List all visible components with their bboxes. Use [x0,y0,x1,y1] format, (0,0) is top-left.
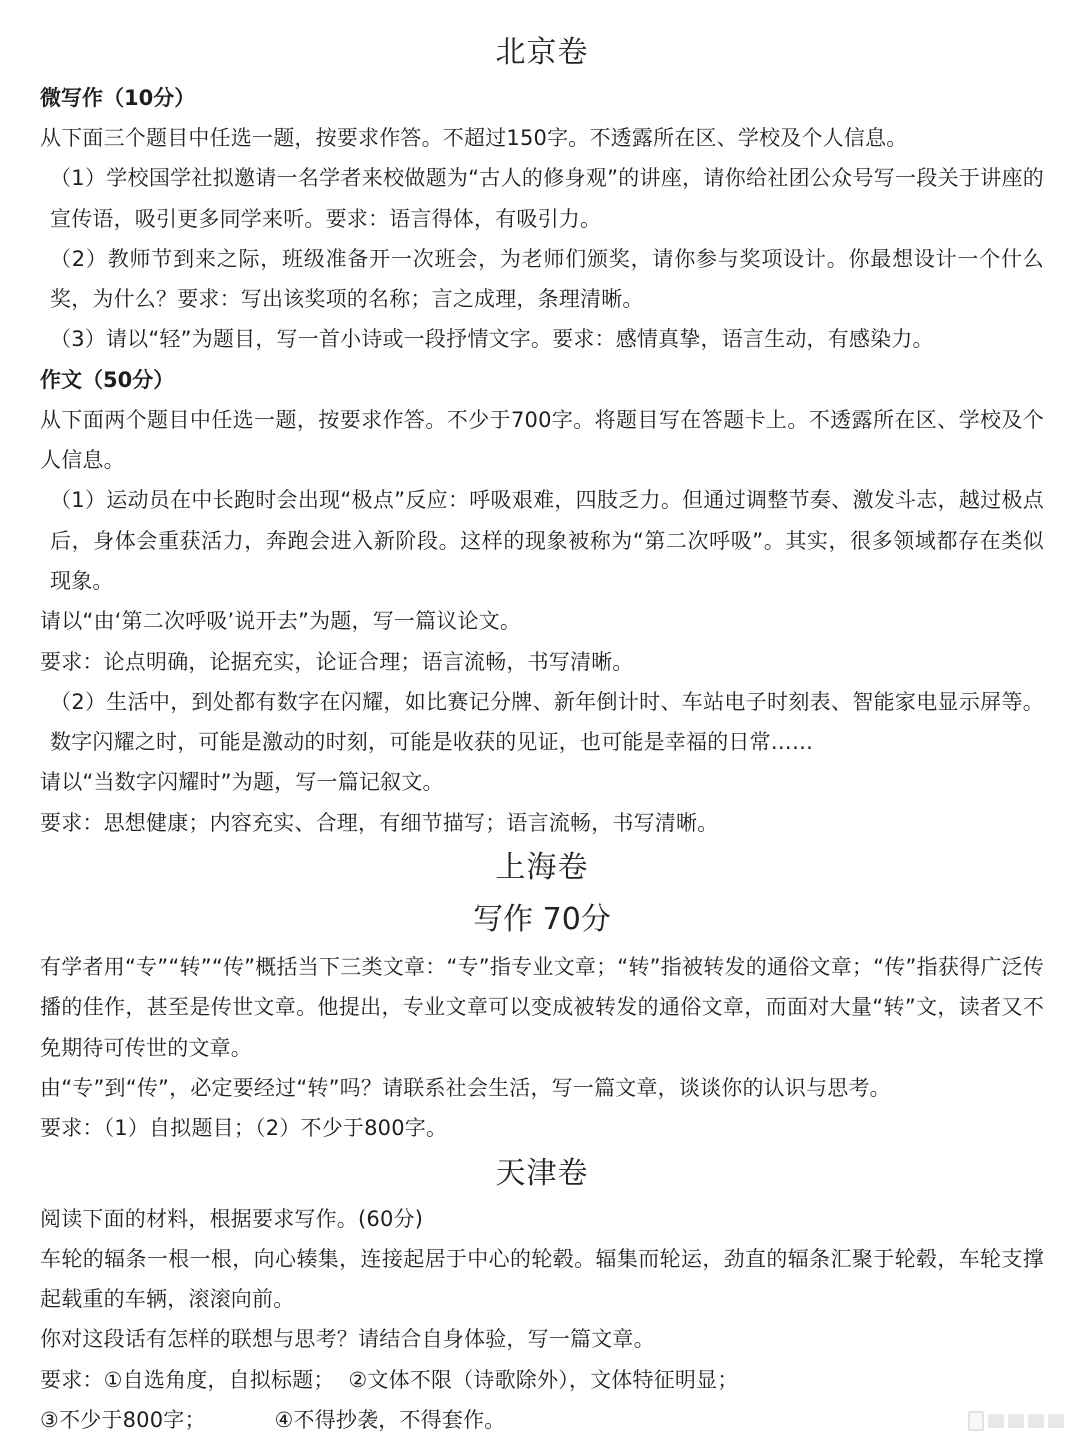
essay-question-1-task: 请以“由‘第二次呼吸’说开去”为题，写一篇议论文。 [40,609,522,634]
watermark-bar-icon [988,1414,1004,1428]
essay-question-2: （2）生活中，到处都有数字在闪耀，如比赛记分牌、新年倒计时、车站电子时刻表、智能家电显示屏等。数字闪耀之时，可能是激动的时刻，可能是收获的见证，也可能是幸福的日常…… [50,689,1044,755]
tianjin-intro: 阅读下面的材料，根据要求写作。(60分) [40,1206,424,1231]
tianjin-material: 车轮的辐条一根一根，向心辏集，连接起居于中心的轮毂。辐集而轮运，劲直的辐条汇聚于轮毂，车轮支撑起载重的车辆，滚滚向前。 [40,1246,1044,1312]
micro-writing-intro: 从下面三个题目中任选一题，按要求作答。不超过150字。不透露所在区、学校及个人信息。 [40,126,908,150]
tianjin-requirements-line-1: 要求：①自选角度，自拟标题； ②文体不限（诗歌除外），文体特征明显； [40,1367,739,1392]
essay-intro: 从下面两个题目中任选一题，按要求作答。不少于700字。将题目写在答题卡上。不透露所在区、学校及个人信息。 [40,407,1044,473]
micro-writing-question-2: （2）教师节到来之际，班级准备开一次班会，为老师们颁奖，请你参与奖项设计。你最想设计一个什么奖，为什么？要求：写出该奖项的名称；言之成理，条理清晰。 [50,246,1044,312]
watermark-icon [968,1411,984,1431]
tianjin-requirements-line-2: ③不少于800字； ④不得抄袭，不得套作。 [40,1408,506,1433]
shanghai-title: 上海卷 [495,850,589,886]
essay-heading: 作文（50分） [40,367,175,392]
tianjin-task: 你对这段话有怎样的联想与思考？请结合自身体验，写一篇文章。 [40,1327,655,1352]
shanghai-material: 有学者用“专”“转”“传”概括当下三类文章：“专”指专业文章；“转”指被转发的通俗文章；“传”指获得广泛传播的佳作，甚至是传世文章。他提出，专业文章可以变成被转发的通俗文章，而面对大量“转”文，读者又不免期待可传世的文章。 [40,955,1044,1060]
essay-question-1-requirements: 要求：论点明确，论据充实，论证合理；语言流畅，书写清晰。 [40,649,634,674]
essay-question-1: （1）运动员在中长跑时会出现“极点”反应：呼吸艰难，四肢乏力。但通过调整节奏、激发斗志，越过极点后，身体会重获活力，奔跑会进入新阶段。这样的现象被称为“第二次呼吸”。其实，很多领域都存在类似现象。 [50,488,1044,593]
shanghai-task: 由“专”到“传”，必定要经过“转”吗？请联系社会生活，写一篇文章，谈谈你的认识与思考。 [40,1075,891,1100]
watermark-bar-icon [1048,1414,1064,1428]
micro-writing-heading: 微写作（10分） [40,86,196,110]
shanghai-requirements: 要求：（1）自拟题目；（2）不少于800字。 [40,1116,448,1141]
watermark-logo [968,1411,1064,1431]
tianjin-title: 天津卷 [495,1155,589,1191]
essay-question-2-task: 请以“当数字闪耀时”为题，写一篇记叙文。 [40,770,444,795]
beijing-title: 北京卷 [495,35,589,70]
micro-writing-question-3: （3）请以“轻”为题目，写一首小诗或一段抒情文字。要求：感情真挚，语言生动，有感染力。 [50,327,934,352]
micro-writing-question-1: （1）学校国学社拟邀请一名学者来校做题为“古人的修身观”的讲座，请你给社团公众号写一段关于讲座的宣传语，吸引更多同学来听。要求：语言得体，有吸引力。 [50,166,1044,231]
watermark-bar-icon [1028,1414,1044,1428]
watermark-bar-icon [1008,1414,1024,1428]
shanghai-subtitle: 写作 70分 [473,902,611,938]
essay-question-2-requirements: 要求：思想健康；内容充实、合理，有细节描写；语言流畅，书写清晰。 [40,810,719,835]
